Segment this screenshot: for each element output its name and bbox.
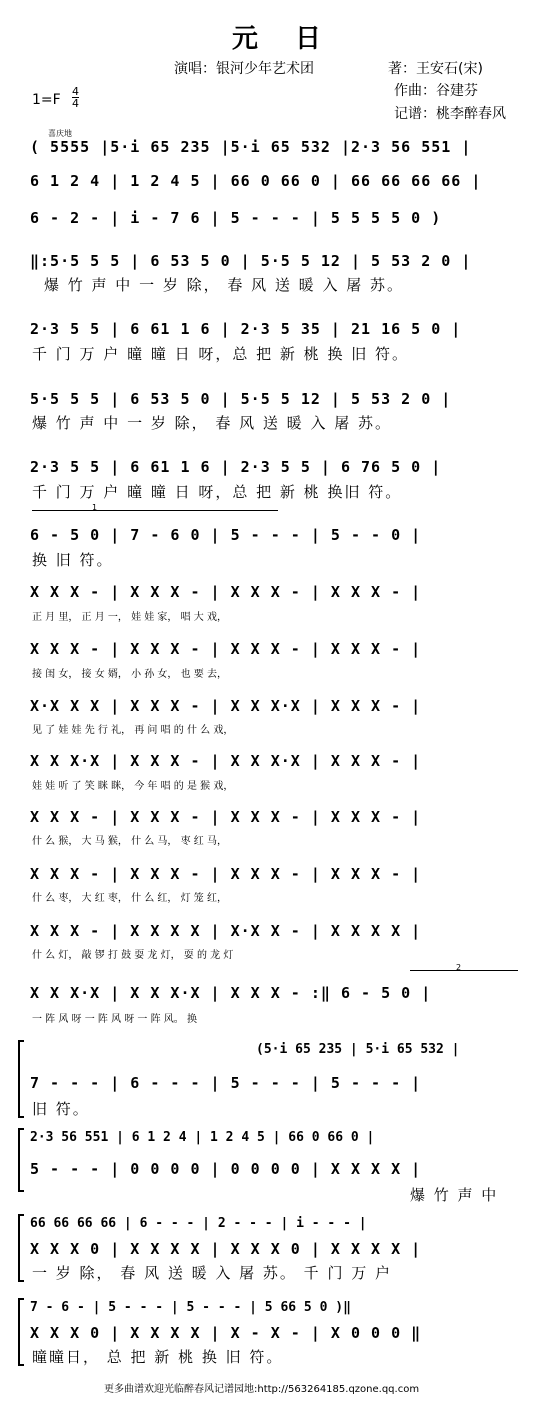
brace-system-2 bbox=[18, 1128, 24, 1192]
duet-2-upper: 2·3 56 551 | 6 1 2 4 | 1 2 4 5 | 66 0 66 0 | bbox=[30, 1130, 375, 1145]
duet-3-lower: X X X 0 | X X X X | X X X 0 | X X X X | bbox=[30, 1240, 422, 1258]
rhythm-line-4-notes: X X X·X | X X X - | X X X·X | X X X - | bbox=[30, 752, 422, 770]
rhythm-line-2-notes: X X X - | X X X - | X X X - | X X X - | bbox=[30, 640, 422, 658]
rhythm-line-5-lyrics: 什 么 猴， 大 马 猴， 什 么 马， 枣 红 马， bbox=[32, 836, 227, 847]
intro-line-1: ( 5555 |5·i 65 235 |5·i 65 532 |2·3 56 551 | bbox=[30, 138, 472, 156]
duet-3-lyrics: 一 岁 除， 春 风 送 暖 入 屠 苏。 千 门 万 户 bbox=[32, 1264, 392, 1282]
tempo-mark: 喜庆地 bbox=[48, 129, 72, 138]
verse-line-1-notes: ‖:5·5 5 5 | 6 53 5 0 | 5·5 5 12 | 5 53 2 0 | bbox=[30, 252, 472, 270]
rhythm-line-1-lyrics: 正 月 里， 正 月 一， 娃 娃 家， 唱 大 戏， bbox=[32, 612, 227, 623]
transcriber-credit: 记谱：桃李醉春风 bbox=[394, 106, 506, 122]
time-bottom: 4 bbox=[72, 97, 79, 110]
rhythm-line-3-lyrics: 见 了 娃 娃 先 行 礼， 再 问 唱 的 什 么 戏， bbox=[32, 725, 234, 736]
duet-1-upper: (5·i 65 235 | 5·i 65 532 | bbox=[256, 1042, 460, 1057]
footer-credit: 更多曲谱欢迎光临醉春风记谱园地:http://563264185.qzone.qq.com bbox=[104, 1384, 420, 1395]
rhythm-line-7-notes: X X X - | X X X X | X·X X - | X X X X | bbox=[30, 922, 422, 940]
volta-1-bracket bbox=[32, 510, 278, 511]
intro-line-2: 6 1 2 4 | 1 2 4 5 | 66 0 66 0 | 66 66 66 66 | bbox=[30, 172, 482, 190]
verse-line-2-lyrics: 千 门 万 户 曈 曈 日 呀，总 把 新 桃 换 旧 符。 bbox=[32, 345, 409, 363]
time-top: 4 bbox=[72, 85, 79, 98]
volta-2-number: 2 bbox=[456, 963, 462, 972]
volta-1-number: 1 bbox=[92, 503, 98, 512]
volta-2-bracket bbox=[410, 970, 518, 971]
rhythm-line-8-notes: X X X·X | X X X·X | X X X - :‖ 6 - 5 0 | bbox=[30, 984, 432, 1002]
duet-2-lyrics: 爆 竹 声 中 bbox=[410, 1186, 499, 1204]
key-signature: 1=F bbox=[32, 92, 61, 108]
brace-system-1 bbox=[18, 1040, 24, 1118]
song-title: 元 日 bbox=[232, 24, 336, 54]
brace-system-4 bbox=[18, 1298, 24, 1366]
ending-1-lyrics: 换 旧 符。 bbox=[32, 551, 114, 569]
duet-4-lower: X X X 0 | X X X X | X - X - | X 0 0 0 ‖ bbox=[30, 1324, 422, 1342]
rhythm-line-6-notes: X X X - | X X X - | X X X - | X X X - | bbox=[30, 865, 422, 883]
time-signature bbox=[72, 86, 79, 109]
rhythm-line-7-lyrics: 什 么 灯， 敲 锣 打 鼓 耍 龙 灯， 耍 的 龙 灯 bbox=[32, 950, 234, 961]
verse-line-3-lyrics: 爆 竹 声 中 一 岁 除， 春 风 送 暖 入 屠 苏。 bbox=[32, 414, 392, 432]
verse-line-4-notes: 2·3 5 5 | 6 61 1 6 | 2·3 5 5 | 6 76 5 0 | bbox=[30, 458, 442, 476]
rhythm-line-6-lyrics: 什 么 枣， 大 红 枣， 什 么 红， 灯 笼 红， bbox=[32, 893, 227, 904]
rhythm-line-3-notes: X·X X X | X X X - | X X X·X | X X X - | bbox=[30, 697, 422, 715]
duet-4-lyrics: 曈曈日， 总 把 新 桃 换 旧 符。 bbox=[32, 1348, 284, 1366]
composer-credit: 作曲：谷建芬 bbox=[394, 83, 478, 99]
singer-credit: 演唱：银河少年艺术团 bbox=[174, 61, 314, 77]
rhythm-line-8-lyrics: 一 阵 风 呀 一 阵 风 呀 一 阵 风。 换 bbox=[32, 1014, 197, 1025]
lyricist-credit: 著：王安石(宋) bbox=[388, 61, 483, 77]
duet-3-upper: 66 66 66 66 | 6 - - - | 2 - - - | i - - - | bbox=[30, 1216, 367, 1231]
intro-line-3: 6 - 2 - | i - 7 6 | 5 - - - | 5 5 5 5 0 ) bbox=[30, 209, 442, 227]
verse-line-1-lyrics: 爆 竹 声 中 一 岁 除， 春 风 送 暖 入 屠 苏。 bbox=[44, 276, 404, 294]
verse-line-2-notes: 2·3 5 5 | 6 61 1 6 | 2·3 5 35 | 21 16 5 0 | bbox=[30, 320, 462, 338]
duet-4-upper: 7 - 6 - | 5 - - - | 5 - - - | 5 66 5 0 )‖ bbox=[30, 1300, 351, 1315]
duet-2-lower: 5 - - - | 0 0 0 0 | 0 0 0 0 | X X X X | bbox=[30, 1160, 422, 1178]
rhythm-line-1-notes: X X X - | X X X - | X X X - | X X X - | bbox=[30, 583, 422, 601]
ending-1-notes: 6 - 5 0 | 7 - 6 0 | 5 - - - | 5 - - 0 | bbox=[30, 526, 422, 544]
verse-line-3-notes: 5·5 5 5 | 6 53 5 0 | 5·5 5 12 | 5 53 2 0 | bbox=[30, 390, 452, 408]
rhythm-line-4-lyrics: 娃 娃 听 了 笑 眯 眯， 今 年 唱 的 是 猴 戏， bbox=[32, 781, 234, 792]
rhythm-line-2-lyrics: 接 闺 女， 接 女 婿， 小 孙 女， 也 要 去， bbox=[32, 669, 227, 680]
brace-system-3 bbox=[18, 1214, 24, 1282]
duet-1-lyrics: 旧 符。 bbox=[32, 1100, 90, 1118]
verse-line-4-lyrics: 千 门 万 户 曈 曈 日 呀，总 把 新 桃 换旧 符。 bbox=[32, 483, 403, 501]
duet-1-lower: 7 - - - | 6 - - - | 5 - - - | 5 - - - | bbox=[30, 1074, 422, 1092]
rhythm-line-5-notes: X X X - | X X X - | X X X - | X X X - | bbox=[30, 808, 422, 826]
